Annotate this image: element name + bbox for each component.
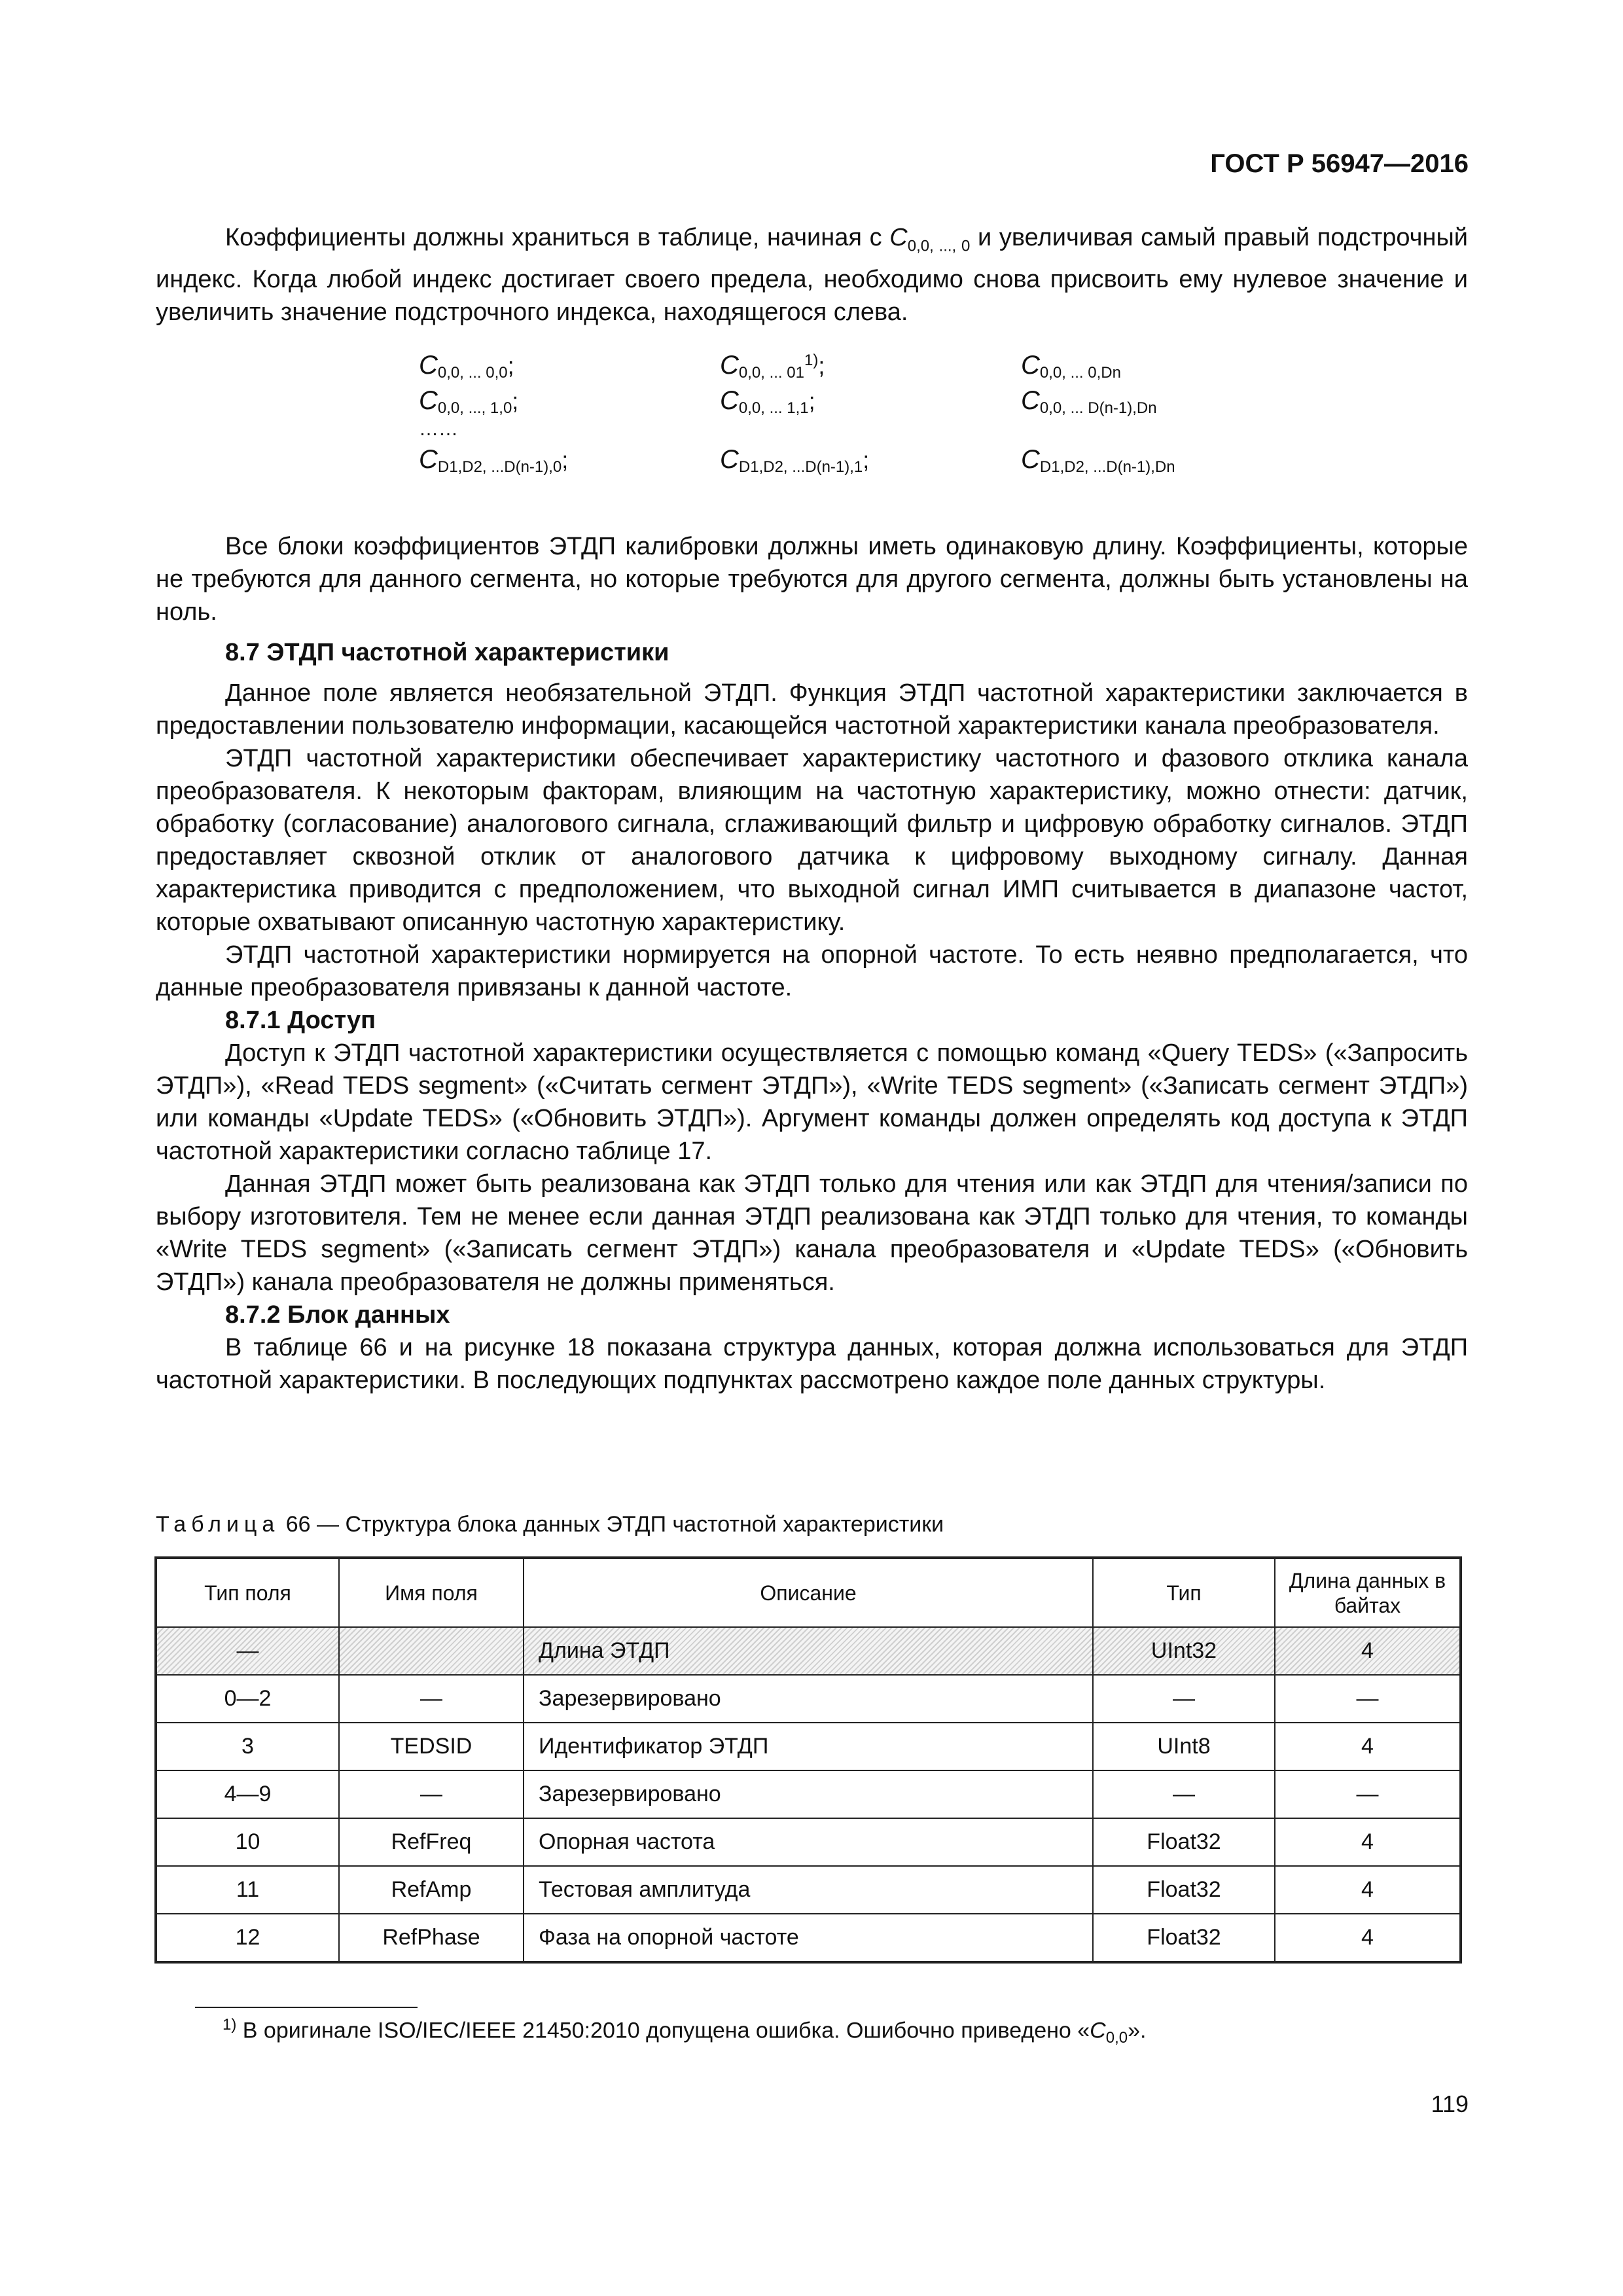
table-row bbox=[156, 1627, 1461, 1675]
footnote: $^{1)}$ В оригинале ISO/IEC/IEEE 21450:2010 допущена ошибка. Ошибочно приведено «$C_{0,0}$». bbox=[223, 2016, 1147, 2047]
table-cell: UInt8 bbox=[1093, 1723, 1275, 1770]
formula-ellipsis: …… bbox=[419, 418, 458, 440]
formula: $C_{0,0, ... D(n-1),Dn}$ bbox=[1021, 386, 1157, 417]
table-cell: 4 bbox=[1275, 1818, 1461, 1866]
section-heading-8-7-2: 8.7.2 Блок данных bbox=[225, 1301, 450, 1329]
table-cell: 3 bbox=[156, 1723, 339, 1770]
column-header: Описание bbox=[524, 1558, 1093, 1627]
formula: $C_{D1,D2, ...D(n-1),Dn}$ bbox=[1021, 445, 1175, 476]
table-cell: Тестовая амплитуда bbox=[524, 1866, 1093, 1914]
table-cell: RefAmp bbox=[339, 1866, 524, 1914]
table-cell: 12 bbox=[156, 1914, 339, 1962]
paragraph: Данная ЭТДП может быть реализована как ЭТДП только для чтения или как ЭТДП для чтения/записи по выбору изготовителя. Тем не менее если данная ЭТДП реализована как ЭТДП только для чтения, то команды «Write TEDS segment» («Записать сегмент ЭТДП») канала преобразователя и «Update TEDS» («Обновить ЭТДП») канала преобразователя не должны применяться. bbox=[156, 1170, 1468, 1296]
table-cell: — bbox=[156, 1627, 339, 1675]
column-header: Тип bbox=[1093, 1558, 1275, 1627]
table-cell: RefPhase bbox=[339, 1914, 524, 1962]
table-cell: 10 bbox=[156, 1818, 339, 1866]
table-cell: Зарезервировано bbox=[524, 1770, 1093, 1818]
table-cell: 4 bbox=[1275, 1723, 1461, 1770]
table-cell: RefFreq bbox=[339, 1818, 524, 1866]
table-row bbox=[156, 1675, 1461, 1723]
column-header: Имя поля bbox=[339, 1558, 524, 1627]
standard-header: ГОСТ Р 56947—2016 bbox=[1210, 149, 1469, 178]
formula: $C_{D1,D2, ...D(n-1),1}$; bbox=[720, 445, 870, 476]
column-header: Тип поля bbox=[156, 1558, 339, 1627]
formula-row bbox=[419, 382, 1322, 418]
table-cell: Float32 bbox=[1093, 1866, 1275, 1914]
table-row bbox=[156, 1770, 1461, 1818]
table-caption: Таблица 66 — Структура блока данных ЭТДП частотной характеристики bbox=[156, 1512, 944, 1537]
formula: $C_{0,0, ... 0,Dn}$ bbox=[1021, 351, 1121, 382]
coefficient-symbol: C bbox=[889, 224, 908, 251]
paragraph: Доступ к ЭТДП частотной характеристики осуществляется с помощью команд «Query TEDS» («Запросить ЭТДП»), «Read TEDS segment» («Считать сегмент ЭТДП»), «Write TEDS segment» («Записать сегмент ЭТДП») или команды «Update TEDS» («Обновить ЭТДП»). Аргумент команды должен определять код доступа к ЭТДП частотной характеристики согласно таблице 17. bbox=[156, 1039, 1468, 1165]
table-cell: — bbox=[1275, 1770, 1461, 1818]
formula: $C_{0,0, ..., 1,0}$; bbox=[419, 386, 519, 417]
table-cell: 4 bbox=[1275, 1627, 1461, 1675]
page-number: 119 bbox=[1431, 2090, 1469, 2117]
table-cell bbox=[339, 1627, 524, 1675]
table-cell: 4 bbox=[1275, 1866, 1461, 1914]
formula-row bbox=[419, 347, 1322, 382]
table-cell: Идентификатор ЭТДП bbox=[524, 1723, 1093, 1770]
table-cell: — bbox=[1093, 1770, 1275, 1818]
table-cell: — bbox=[1275, 1675, 1461, 1723]
formula: $C_{D1,D2, ...D(n-1),0}$; bbox=[419, 445, 569, 476]
table-cell: Фаза на опорной частоте bbox=[524, 1914, 1093, 1962]
paragraph: ЭТДП частотной характеристики обеспечивает характеристику частотного и фазового отклика канала преобразователя. К некоторым факторам, влияющим на частотную характеристику, можно отнести: датчик, обработку (согласование) аналогового сигнала, сглаживающий фильтр и цифровую обработку сигналов. ЭТДП предоставляет сквозной отклик от аналогового датчика к цифровому выходному сигналу. Данная характеристика приводится с предположением, что выходной сигнал ИМП считывается в диапазоне частот, которые охватывают описанную частотную характеристику. bbox=[156, 745, 1468, 936]
table-row bbox=[156, 1818, 1461, 1866]
table-header-row bbox=[156, 1558, 1461, 1627]
table-cell: Float32 bbox=[1093, 1914, 1275, 1962]
table-row bbox=[156, 1866, 1461, 1914]
section-heading-8-7-1: 8.7.1 Доступ bbox=[225, 1007, 376, 1034]
table-cell: UInt32 bbox=[1093, 1627, 1275, 1675]
table-cell: — bbox=[1093, 1675, 1275, 1723]
paragraph: В таблице 66 и на рисунке 18 показана структура данных, которая должна использоваться для ЭТДП частотной характеристики. В последующих подпунктах рассмотрено каждое поле данных структуры. bbox=[156, 1334, 1468, 1394]
formula: $C_{0,0, ... 1,1}$; bbox=[720, 386, 815, 417]
formula: $C_{0,0, ... 01}^{1)}$; bbox=[720, 351, 825, 382]
section-heading-8-7: 8.7 ЭТДП частотной характеристики bbox=[225, 639, 669, 666]
intro-paragraph: Коэффициенты должны храниться в таблице, начиная с $C_{0,0, ..., 0}$ и увеличивая самый правый подстрочный индекс. Когда любой индекс достигает своего предела, необходимо снова присвоить ему нулевое значение и увеличить значение подстрочного индекса, находящегося слева. bbox=[156, 224, 1469, 326]
table-cell: Зарезервировано bbox=[524, 1675, 1093, 1723]
paragraph: Данное поле является необязательной ЭТДП. Функция ЭТДП частотной характеристики заключается в предоставлении пользователю информации, касающейся частотной характеристики канала преобразователя. bbox=[156, 679, 1468, 740]
data-structure-table bbox=[154, 1556, 1462, 1964]
table-cell: 0—2 bbox=[156, 1675, 339, 1723]
table-row bbox=[156, 1723, 1461, 1770]
table-cell: Опорная частота bbox=[524, 1818, 1093, 1866]
table-cell: 11 bbox=[156, 1866, 339, 1914]
footnote-divider bbox=[195, 2007, 418, 2008]
table-row bbox=[156, 1914, 1461, 1962]
table-cell: — bbox=[339, 1770, 524, 1818]
table-cell: TEDSID bbox=[339, 1723, 524, 1770]
paragraph: Все блоки коэффициентов ЭТДП калибровки должны иметь одинаковую длину. Коэффициенты, которые не требуются для данного сегмента, но которые требуются для другого сегмента, должны быть установлены на ноль. bbox=[156, 533, 1468, 626]
table-cell: Длина ЭТДП bbox=[524, 1627, 1093, 1675]
table-cell: 4—9 bbox=[156, 1770, 339, 1818]
formula: $C_{0,0, ... 0,0}$; bbox=[419, 351, 514, 382]
paragraph: ЭТДП частотной характеристики нормируется на опорной частоте. То есть неявно предполагается, что данные преобразователя привязаны к данной частоте. bbox=[156, 941, 1468, 1001]
body-text bbox=[156, 530, 1468, 1397]
table-cell: Float32 bbox=[1093, 1818, 1275, 1866]
formula-row bbox=[419, 441, 1322, 476]
table-cell: 4 bbox=[1275, 1914, 1461, 1962]
coefficient-formulas bbox=[419, 347, 1322, 476]
table-cell: — bbox=[339, 1675, 524, 1723]
column-header: Длина данных в байтах bbox=[1275, 1558, 1461, 1627]
